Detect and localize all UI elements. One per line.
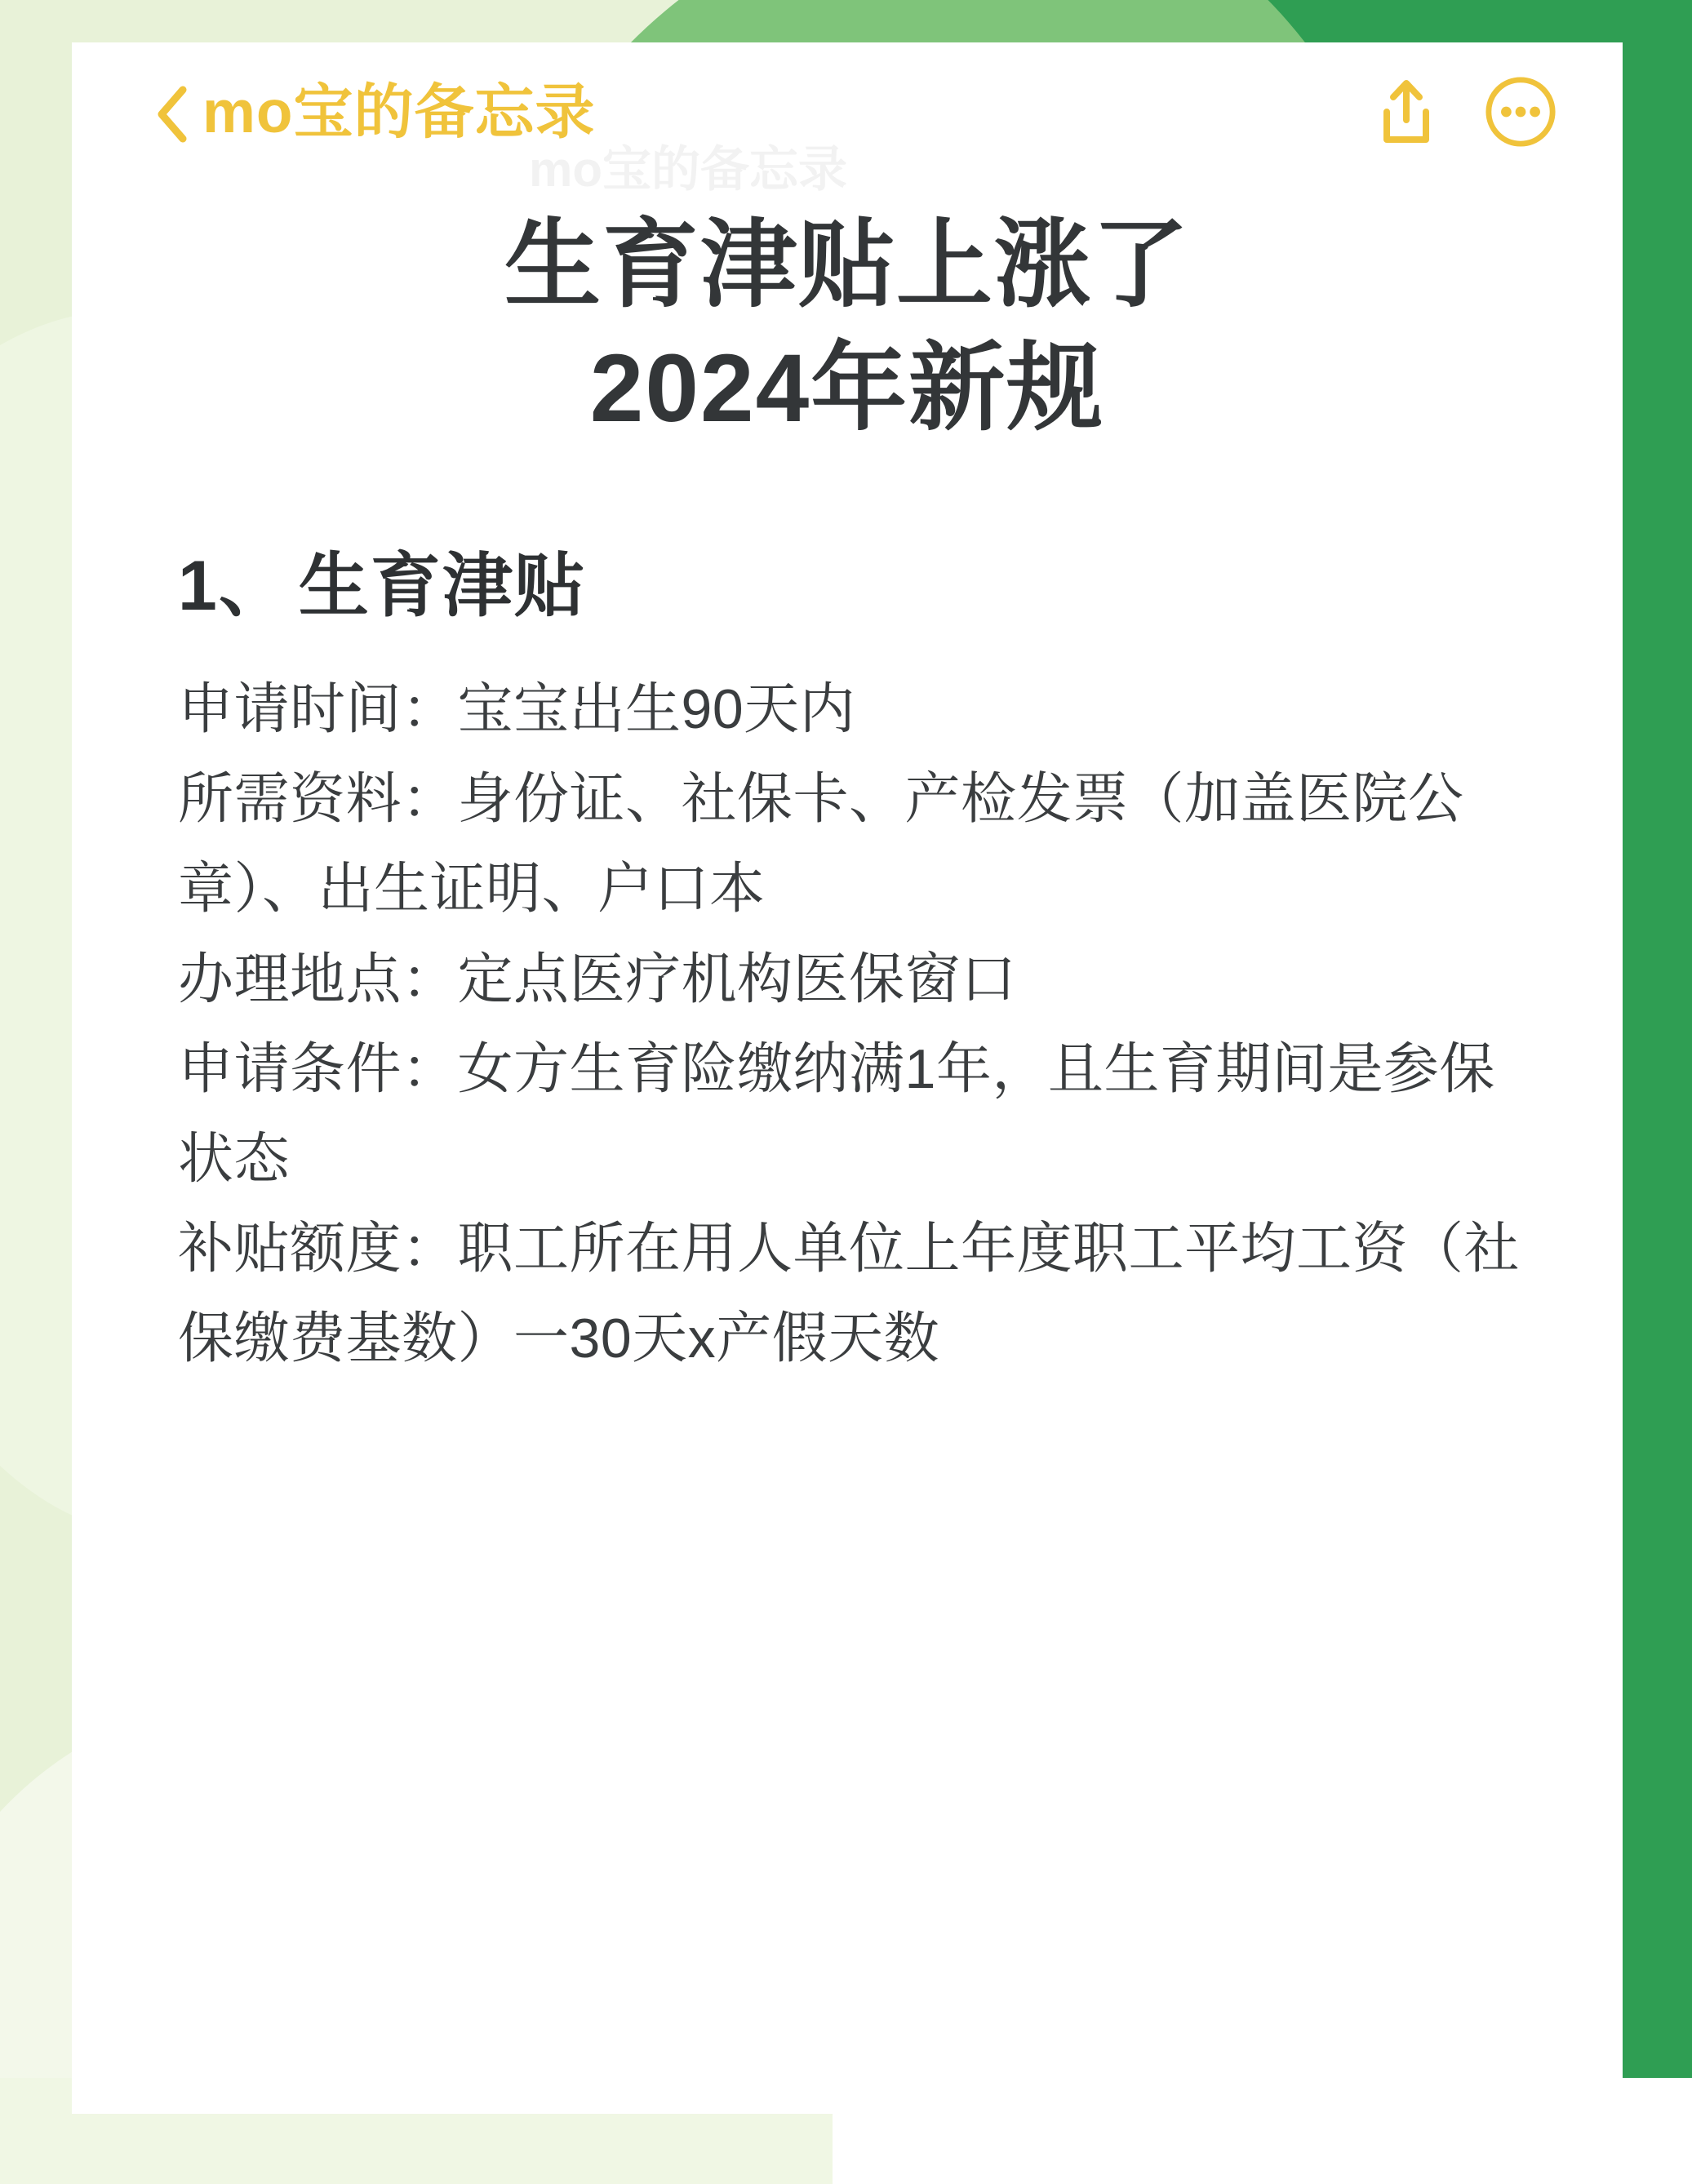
headline-line-2: 2024年新规 xyxy=(589,335,1105,443)
note-card xyxy=(72,42,1623,2114)
section-title-text: 生育津贴 xyxy=(298,547,586,626)
note-headline xyxy=(72,204,1623,451)
note-line-required-documents: 所需资料：身份证、社保卡、产检发票（加盖医院公章）、出生证明、户口本 xyxy=(178,768,1464,921)
note-line-location: 办理地点：定点医疗机构医保窗口 xyxy=(178,948,1017,1010)
share-icon[interactable] xyxy=(1370,75,1443,149)
note-line-conditions: 申请条件：女方生育险缴纳满1年，且生育期间是参保状态 xyxy=(178,1037,1495,1190)
section-heading xyxy=(178,529,1541,630)
section-number: 1、 xyxy=(178,547,291,626)
note-header-bar xyxy=(72,42,1623,197)
note-line-apply-time: 申请时间：宝宝出生90天内 xyxy=(178,678,856,741)
note-title: mo宝的备忘录 xyxy=(202,78,596,145)
more-options-icon[interactable] xyxy=(1484,75,1557,149)
headline-line-1: 生育津贴上涨了 xyxy=(504,211,1190,319)
note-body xyxy=(72,529,1623,1383)
note-line-subsidy-amount: 补贴额度：职工所在用人单位上年度职工平均工资（社保缴费基数）一30天x产假天数 xyxy=(178,1218,1521,1370)
header-watermark-text: mo宝的备忘录 xyxy=(529,142,847,197)
chevron-left-icon[interactable] xyxy=(153,83,191,140)
